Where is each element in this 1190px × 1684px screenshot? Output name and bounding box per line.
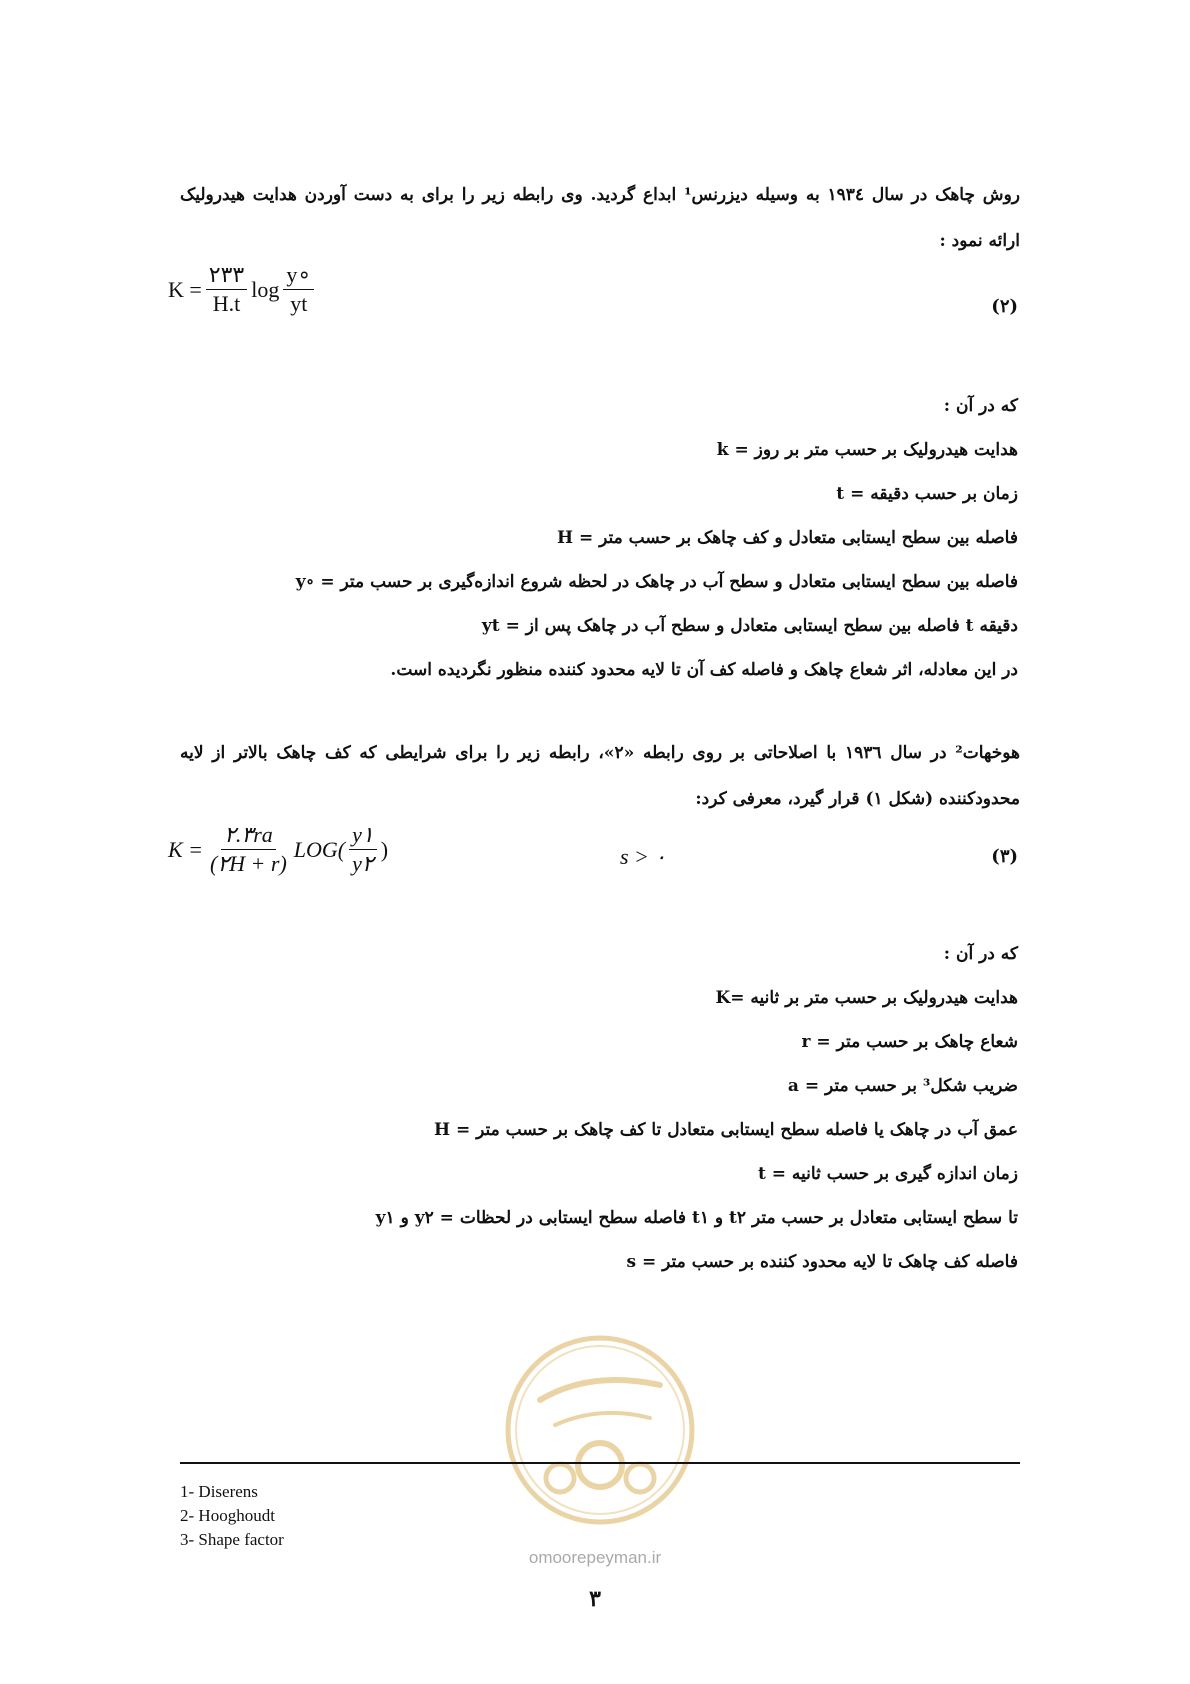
definition-item: s = فاصله کف چاهک تا لایه محدود کننده بر حسب متر (626, 1252, 1018, 1272)
definition-item: k = هدایت هیدرولیک بر حسب متر بر روز (716, 440, 1018, 460)
equation-3 (168, 822, 388, 877)
equation-log: LOG( (293, 836, 346, 862)
intro-paragraph: روش چاهک در سال ۱۹۳٤ به وسیله دیزرنس¹ ابداع گردید. وی رابطه زیر را برای به دست آوردن هدایت هیدرولیک ارائه نمود : (180, 185, 1020, 251)
definition-item: y۱ و y۲ = فاصله سطح ایستابی در لحظات t۱ و t۲ تا سطح ایستابی متعادل بر حسب متر (375, 1208, 1018, 1228)
definition-item: y∘ = فاصله بین سطح ایستابی متعادل و سطح آب در چاهک در لحظه شروع اندازه‌گیری بر حسب متر (295, 572, 1018, 592)
watermark-url: omoorepeyman.ir (528, 1548, 662, 1567)
equation-fraction: $\frac{۲.۳ra}{(۲H + r)}$ (210, 822, 287, 876)
equation-number: (۳) (991, 846, 1018, 867)
equation-condition: s > ۰ (620, 844, 667, 869)
watermark-seal-icon (500, 1330, 700, 1530)
equation-log: log (251, 276, 280, 302)
footnote-list (180, 1480, 284, 1552)
definition-item: H = عمق آب در چاهک یا فاصله سطح ایستابی متعادل تا کف چاهک بر حسب متر (433, 1120, 1018, 1140)
equation-ratio: $\frac{y\circ}{yt}$ (283, 262, 314, 317)
hooghoudt-paragraph: هوخهات² در سال ۱۹۳٦ با اصلاحاتی بر روی رابطه «۲»، رابطه زیر را برای شرایطی که کف چاهک بالاتر از لایه محدودکننده (شکل ۱) قرار گیرد، معرفی کرد: (180, 743, 1021, 809)
footnote-item: 3- Shape factor (180, 1530, 284, 1549)
equation-lhs: K = (168, 276, 202, 302)
footnote-separator (180, 1462, 1020, 1464)
definition-item: yt = فاصله بین سطح ایستابی متعادل و سطح آب در چاهک پس از t دقیقه (481, 616, 1018, 636)
definition-item: a = ضریب شکل³ بر حسب متر (787, 1076, 1018, 1096)
equation-fraction: $\frac{۲۳۳}{H.t}$ (206, 262, 247, 317)
footnote-item: 1- Diserens (180, 1482, 258, 1501)
where-label: که در آن : (943, 396, 1018, 416)
equation-close: ) (380, 836, 389, 862)
where-label: که در آن : (943, 944, 1018, 964)
definition-item: H = فاصله بین سطح ایستابی متعادل و کف چاهک بر حسب متر (556, 528, 1018, 548)
equation-2 (168, 262, 318, 317)
definition-item: r = شعاع چاهک بر حسب متر (801, 1032, 1018, 1052)
definition-item: K= هدایت هیدرولیک بر حسب متر بر ثانیه (715, 988, 1018, 1008)
watermark-logo (500, 1330, 700, 1530)
equation-ratio: $\frac{y۱}{y۲}$ (349, 822, 377, 877)
footnote-item: 2- Hooghoudt (180, 1506, 275, 1525)
definition-item: t = زمان اندازه گیری بر حسب ثانیه (757, 1164, 1018, 1184)
equation-lhs: K = (168, 836, 204, 862)
note-text: در این معادله، اثر شعاع چاهک و فاصله کف آن تا لایه محدود کننده منظور نگردیده است. (390, 660, 1018, 680)
page-number: ۳ (589, 1586, 601, 1612)
definition-item: t = زمان بر حسب دقیقه (836, 484, 1018, 504)
equation-number: (۲) (991, 296, 1018, 317)
